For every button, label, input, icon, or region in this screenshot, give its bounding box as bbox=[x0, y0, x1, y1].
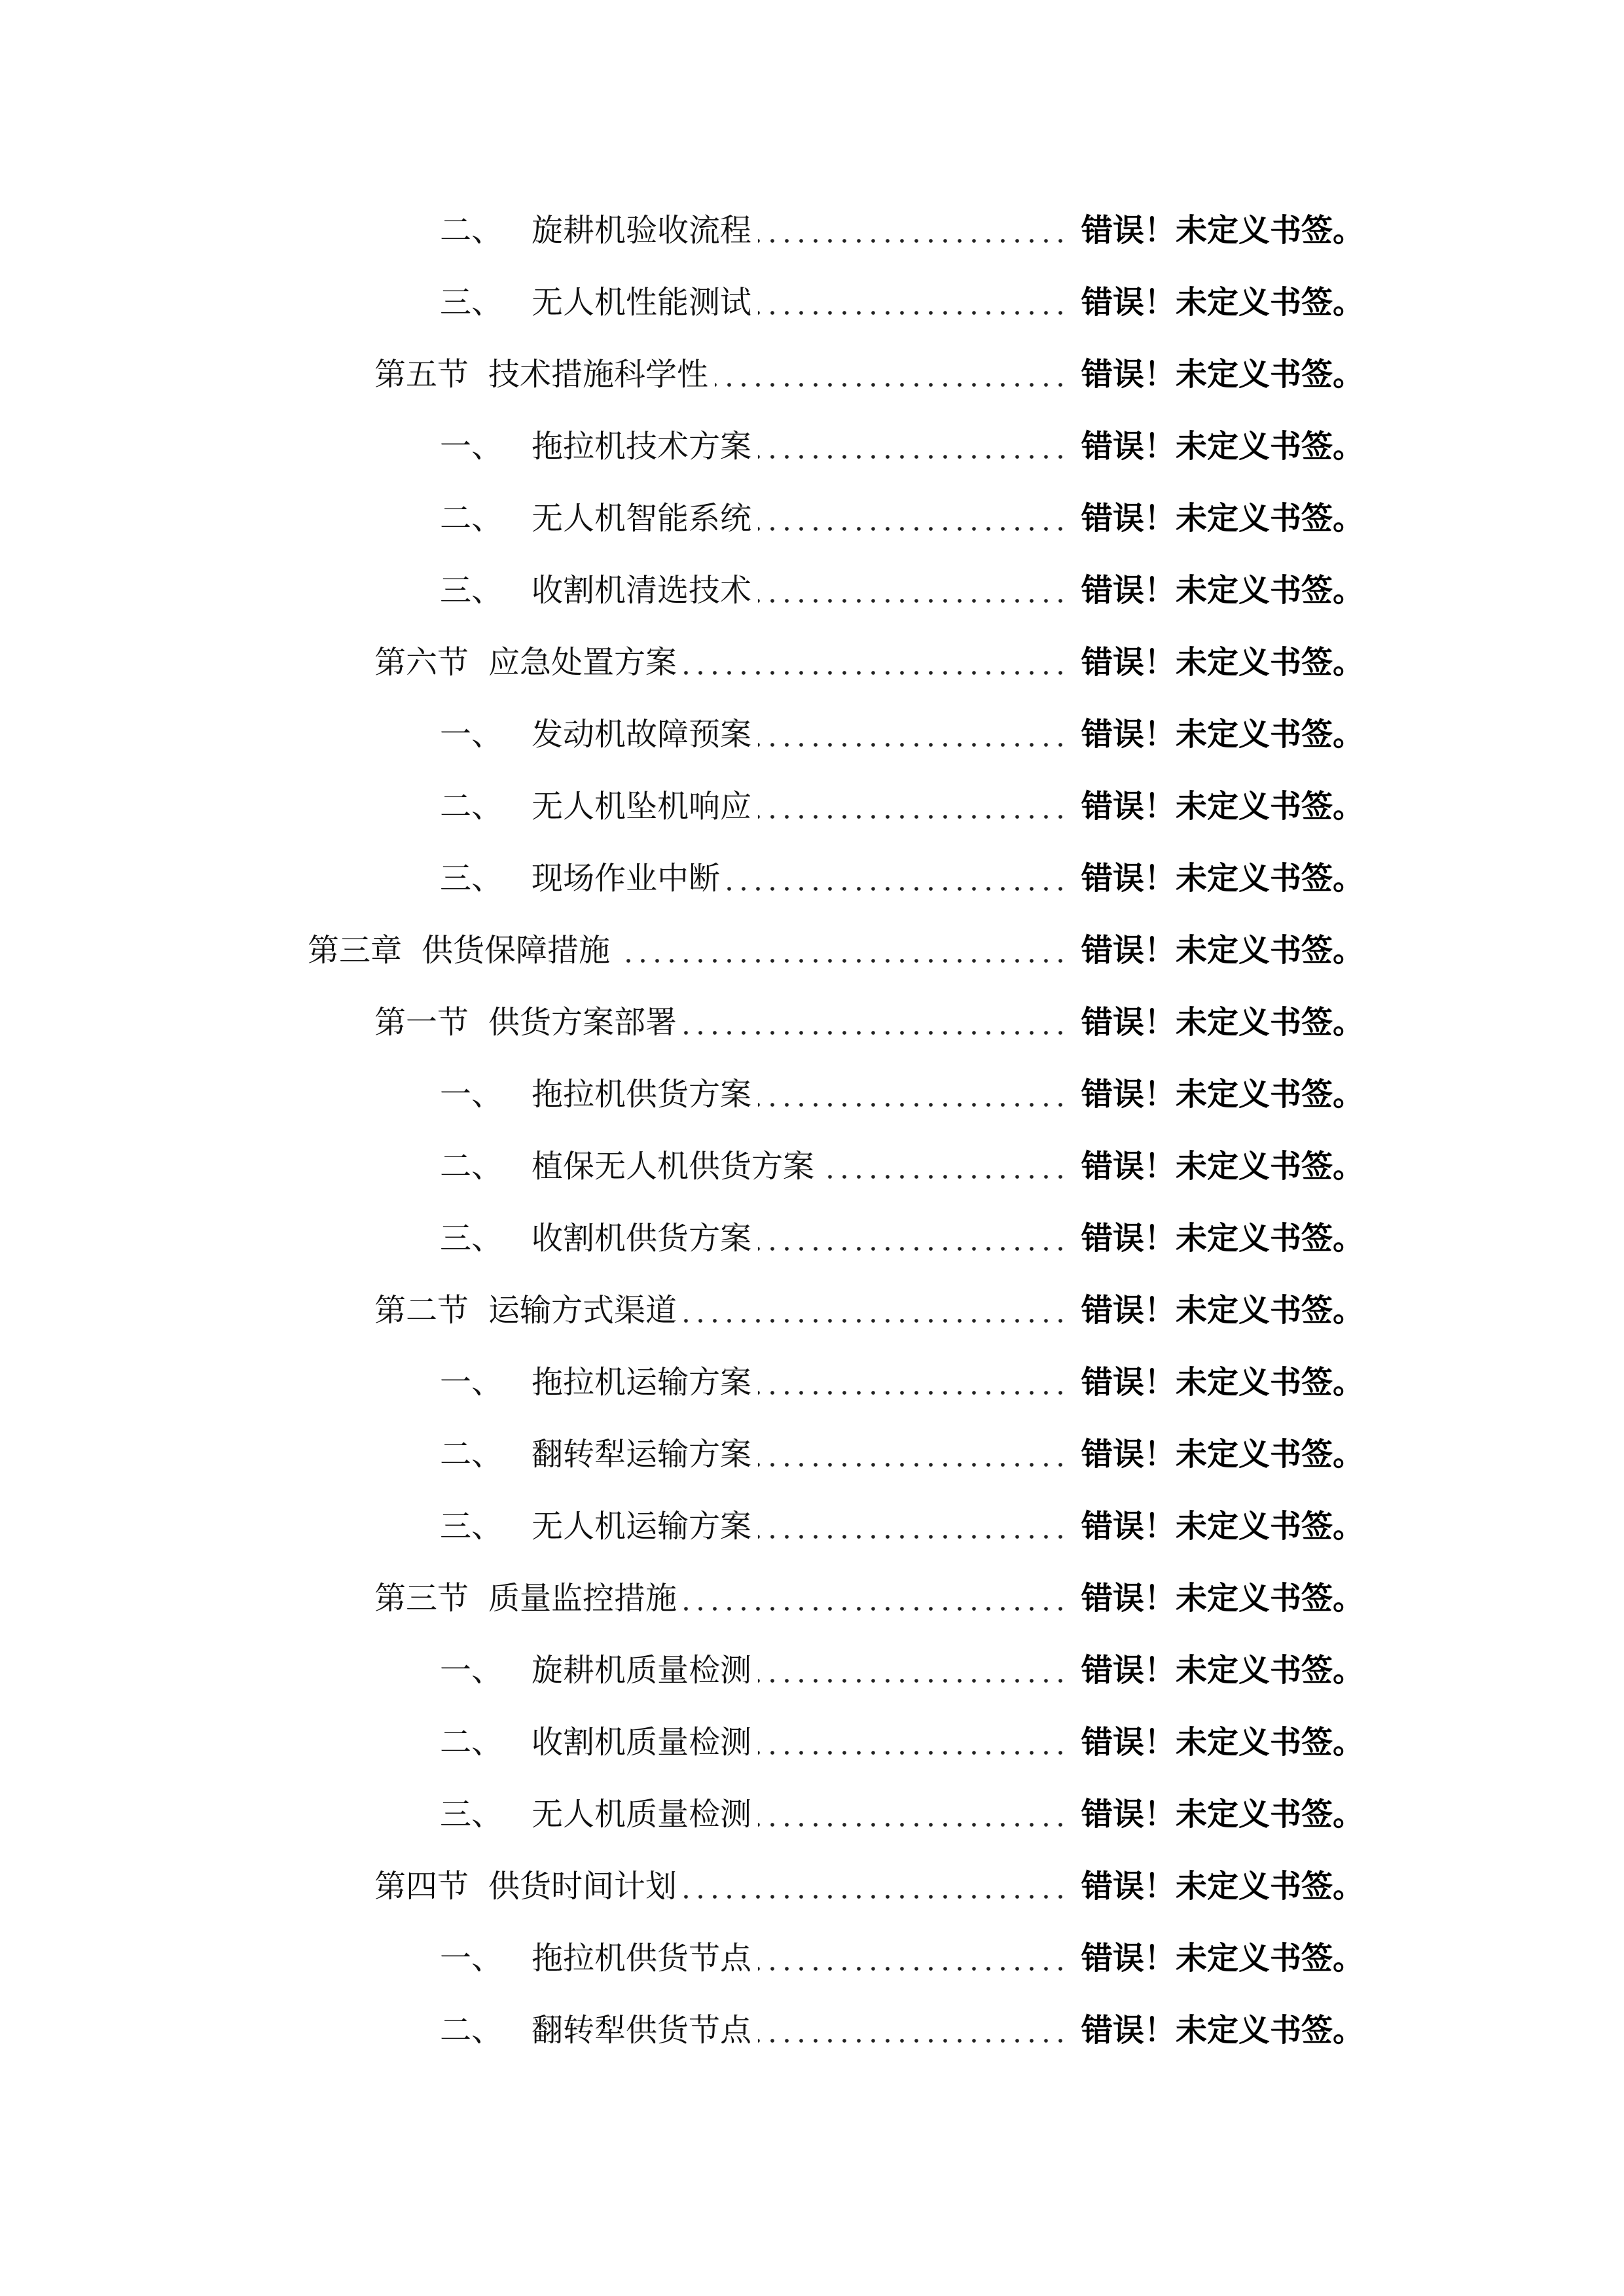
toc-page-reference: 错误！未定义书签。 bbox=[1081, 715, 1365, 753]
dot-leader bbox=[727, 839, 1068, 911]
toc-page-reference: 错误！未定义书签。 bbox=[1081, 211, 1365, 249]
toc-page-reference: 错误！未定义书签。 bbox=[1081, 283, 1365, 321]
toc-entry[interactable] bbox=[0, 1703, 1624, 1775]
toc-entry-title: 无人机运输方案 bbox=[532, 1507, 752, 1545]
toc-entry-label bbox=[440, 1703, 1068, 1775]
dot-leader bbox=[758, 1199, 1068, 1271]
toc-entry[interactable] bbox=[0, 1127, 1624, 1199]
toc-entry[interactable] bbox=[0, 911, 1624, 983]
toc-entry-number: 第二节 bbox=[374, 1291, 469, 1329]
toc-entry-title: 无人机坠机响应 bbox=[532, 787, 752, 825]
toc-page-reference: 错误！未定义书签。 bbox=[1081, 1219, 1365, 1257]
toc-entry-title: 无人机性能测试 bbox=[532, 283, 752, 321]
toc-entry-label bbox=[440, 479, 1068, 551]
toc-entry-label bbox=[374, 983, 1068, 1055]
dot-leader bbox=[758, 767, 1068, 839]
dot-leader bbox=[683, 983, 1068, 1055]
toc-entry[interactable] bbox=[0, 1919, 1624, 1991]
dot-leader bbox=[683, 623, 1068, 695]
toc-page-reference: 错误！未定义书签。 bbox=[1081, 571, 1365, 609]
toc-page-reference: 错误！未定义书签。 bbox=[1081, 427, 1365, 465]
toc-entry-label bbox=[440, 1055, 1068, 1127]
dot-leader bbox=[758, 1415, 1068, 1487]
dot-leader bbox=[821, 1127, 1068, 1199]
toc-entry-label bbox=[440, 1343, 1068, 1415]
toc-entry-number: 第五节 bbox=[374, 355, 469, 393]
toc-entry-label bbox=[440, 767, 1068, 839]
dot-leader bbox=[758, 1631, 1068, 1703]
toc-entry-title: 翻转犁运输方案 bbox=[532, 1435, 752, 1473]
toc-entry[interactable] bbox=[0, 983, 1624, 1055]
toc-entry-label bbox=[374, 335, 1068, 407]
toc-page-reference: 错误！未定义书签。 bbox=[1081, 1003, 1365, 1041]
toc-entry-label bbox=[440, 1127, 1068, 1199]
toc-entry[interactable] bbox=[0, 1199, 1624, 1271]
toc-entry[interactable] bbox=[0, 1055, 1624, 1127]
toc-entry-number: 第六节 bbox=[374, 643, 469, 681]
toc-entry-label bbox=[440, 1775, 1068, 1847]
toc-entry-title: 收割机质量检测 bbox=[532, 1723, 752, 1761]
toc-entry-label bbox=[374, 1559, 1068, 1631]
toc-entry[interactable] bbox=[0, 191, 1624, 263]
toc-entry-number: 二、 bbox=[440, 1723, 503, 1761]
toc-page-reference: 错误！未定义书签。 bbox=[1081, 1291, 1365, 1329]
dot-leader bbox=[758, 1919, 1068, 1991]
toc-entry-label bbox=[440, 695, 1068, 767]
toc-page-reference: 错误！未定义书签。 bbox=[1081, 931, 1365, 969]
toc-entry-title: 无人机质量检测 bbox=[532, 1795, 752, 1833]
toc-entry[interactable] bbox=[0, 1487, 1624, 1559]
toc-page-reference: 错误！未定义书签。 bbox=[1081, 1579, 1365, 1617]
toc-page-reference: 错误！未定义书签。 bbox=[1081, 2011, 1365, 2049]
toc-entry-number: 二、 bbox=[440, 1435, 503, 1473]
toc-entry-number: 二、 bbox=[440, 211, 503, 249]
toc-entry-title: 供货保障措施 bbox=[422, 931, 611, 969]
toc-entry-label bbox=[374, 1271, 1068, 1343]
toc-entry-title: 旋耕机验收流程 bbox=[532, 211, 752, 249]
dot-leader bbox=[758, 263, 1068, 335]
toc-entry-label bbox=[440, 1199, 1068, 1271]
toc-entry-label bbox=[440, 407, 1068, 479]
toc-entry-label bbox=[440, 1487, 1068, 1559]
dot-leader bbox=[758, 407, 1068, 479]
toc-entry-number: 第四节 bbox=[374, 1867, 469, 1905]
toc-entry-label bbox=[440, 1991, 1068, 2063]
toc-entry[interactable] bbox=[0, 263, 1624, 335]
toc-entry-title: 翻转犁供货节点 bbox=[532, 2011, 752, 2049]
toc-entry-title: 质量监控措施 bbox=[488, 1579, 677, 1617]
dot-leader bbox=[758, 1991, 1068, 2063]
toc-entry-label bbox=[440, 551, 1068, 623]
toc-entry-title: 收割机供货方案 bbox=[532, 1219, 752, 1257]
toc-entry-title: 技术措施科学性 bbox=[488, 355, 709, 393]
toc-entry-label bbox=[440, 263, 1068, 335]
toc-entry-number: 二、 bbox=[440, 499, 503, 537]
toc-entry-number: 三、 bbox=[440, 1507, 503, 1545]
toc-entry-label bbox=[440, 839, 1068, 911]
toc-entry-number: 一、 bbox=[440, 715, 503, 753]
dot-leader bbox=[758, 1055, 1068, 1127]
dot-leader bbox=[758, 1775, 1068, 1847]
toc-entry[interactable] bbox=[0, 767, 1624, 839]
toc-entry-title: 供货方案部署 bbox=[488, 1003, 677, 1041]
toc-entry-number: 三、 bbox=[440, 859, 503, 897]
dot-leader bbox=[683, 1271, 1068, 1343]
dot-leader bbox=[758, 695, 1068, 767]
toc-entry-number: 第三节 bbox=[374, 1579, 469, 1617]
toc-entry-title: 无人机智能系统 bbox=[532, 499, 752, 537]
toc-entry-label bbox=[308, 911, 1068, 983]
toc-entry-label bbox=[440, 1415, 1068, 1487]
toc-page-reference: 错误！未定义书签。 bbox=[1081, 859, 1365, 897]
toc-entry[interactable] bbox=[0, 479, 1624, 551]
dot-leader bbox=[758, 1487, 1068, 1559]
toc-entry[interactable] bbox=[0, 1847, 1624, 1919]
toc-entry-label bbox=[374, 1847, 1068, 1919]
toc-entry-number: 三、 bbox=[440, 283, 503, 321]
toc-page-reference: 错误！未定义书签。 bbox=[1081, 643, 1365, 681]
dot-leader bbox=[758, 479, 1068, 551]
dot-leader bbox=[758, 1703, 1068, 1775]
toc-entry-number: 三、 bbox=[440, 1795, 503, 1833]
toc-entry-number: 一、 bbox=[440, 1075, 503, 1113]
toc-page-reference: 错误！未定义书签。 bbox=[1081, 1075, 1365, 1113]
toc-entry-number: 三、 bbox=[440, 571, 503, 609]
toc-entry-number: 一、 bbox=[440, 1363, 503, 1401]
toc-entry[interactable] bbox=[0, 1559, 1624, 1631]
toc-entry-title: 应急处置方案 bbox=[488, 643, 677, 681]
toc-entry[interactable] bbox=[0, 1271, 1624, 1343]
dot-leader bbox=[715, 335, 1068, 407]
toc-page-reference: 错误！未定义书签。 bbox=[1081, 787, 1365, 825]
toc-entry[interactable] bbox=[0, 551, 1624, 623]
toc-entry-number: 第一节 bbox=[374, 1003, 469, 1041]
toc-entry-number: 二、 bbox=[440, 2011, 503, 2049]
dot-leader bbox=[683, 1559, 1068, 1631]
toc-entry-title: 拖拉机技术方案 bbox=[532, 427, 752, 465]
dot-leader bbox=[758, 191, 1068, 263]
dot-leader bbox=[758, 1343, 1068, 1415]
toc-entry-title: 旋耕机质量检测 bbox=[532, 1651, 752, 1689]
toc-entry-title: 收割机清选技术 bbox=[532, 571, 752, 609]
toc-entry-title: 供货时间计划 bbox=[488, 1867, 677, 1905]
toc-entry-number: 一、 bbox=[440, 1651, 503, 1689]
toc-entry-title: 运输方式渠道 bbox=[488, 1291, 677, 1329]
toc-entry[interactable] bbox=[0, 695, 1624, 767]
toc-entry-title: 拖拉机供货方案 bbox=[532, 1075, 752, 1113]
toc-page-reference: 错误！未定义书签。 bbox=[1081, 1435, 1365, 1473]
toc-entry[interactable] bbox=[0, 407, 1624, 479]
toc-page-reference: 错误！未定义书签。 bbox=[1081, 1939, 1365, 1977]
toc-entry-label bbox=[440, 1919, 1068, 1991]
toc-entry-number: 第三章 bbox=[308, 931, 403, 969]
toc-page-reference: 错误！未定义书签。 bbox=[1081, 1507, 1365, 1545]
toc-entry-title: 拖拉机供货节点 bbox=[532, 1939, 752, 1977]
toc-entry-title: 植保无人机供货方案 bbox=[532, 1147, 815, 1185]
toc-page-reference: 错误！未定义书签。 bbox=[1081, 355, 1365, 393]
toc-entry[interactable] bbox=[0, 623, 1624, 695]
toc-entry-number: 三、 bbox=[440, 1219, 503, 1257]
toc-entry-title: 拖拉机运输方案 bbox=[532, 1363, 752, 1401]
toc-entry-number: 二、 bbox=[440, 1147, 503, 1185]
toc-entry[interactable] bbox=[0, 1415, 1624, 1487]
toc-entry[interactable] bbox=[0, 335, 1624, 407]
toc-entry-title: 发动机故障预案 bbox=[532, 715, 752, 753]
dot-leader bbox=[683, 1847, 1068, 1919]
toc-entry[interactable] bbox=[0, 839, 1624, 911]
toc-entry[interactable] bbox=[0, 1631, 1624, 1703]
toc-page-reference: 错误！未定义书签。 bbox=[1081, 1363, 1365, 1401]
toc-page-reference: 错误！未定义书签。 bbox=[1081, 1147, 1365, 1185]
toc-entry-number: 一、 bbox=[440, 427, 503, 465]
toc-entry[interactable] bbox=[0, 1775, 1624, 1847]
toc-page-reference: 错误！未定义书签。 bbox=[1081, 1651, 1365, 1689]
toc-page-reference: 错误！未定义书签。 bbox=[1081, 1795, 1365, 1833]
toc-entry[interactable] bbox=[0, 1991, 1624, 2063]
toc-entry-number: 一、 bbox=[440, 1939, 503, 1977]
toc-page-reference: 错误！未定义书签。 bbox=[1081, 1867, 1365, 1905]
toc-page-reference: 错误！未定义书签。 bbox=[1081, 499, 1365, 537]
toc-entry-label bbox=[374, 623, 1068, 695]
toc-entry-label bbox=[440, 1631, 1068, 1703]
toc-entry-label bbox=[440, 191, 1068, 263]
toc-entry-number: 二、 bbox=[440, 787, 503, 825]
toc-page-reference: 错误！未定义书签。 bbox=[1081, 1723, 1365, 1761]
dot-leader bbox=[617, 911, 1068, 983]
toc-entry[interactable] bbox=[0, 1343, 1624, 1415]
dot-leader bbox=[758, 551, 1068, 623]
toc-entry-title: 现场作业中断 bbox=[532, 859, 721, 897]
